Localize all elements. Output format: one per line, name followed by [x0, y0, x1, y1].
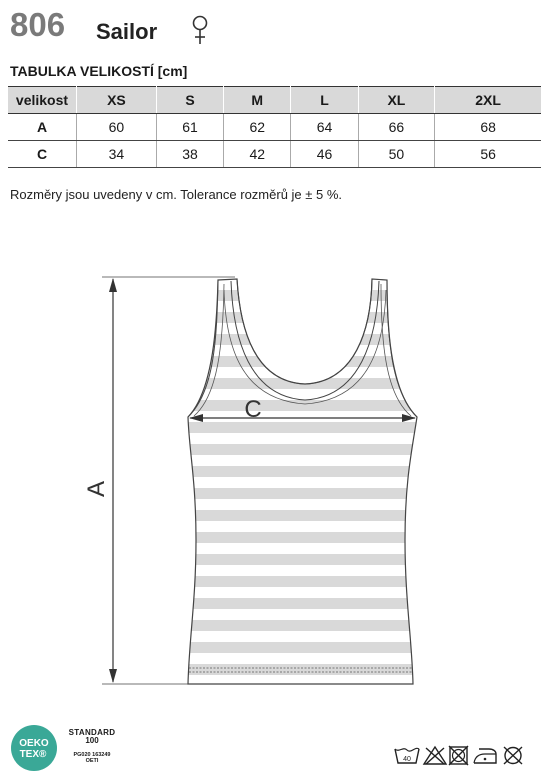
table-cell: 56 [435, 141, 541, 168]
tolerance-note: Rozměry jsou uvedeny v cm. Tolerance rozměrů je ± 5 %. [10, 187, 343, 202]
table-cell: 34 [77, 141, 157, 168]
header-size: S [156, 87, 223, 114]
table-cell: 38 [156, 141, 223, 168]
table-cell: 42 [224, 141, 291, 168]
table-cell: 46 [291, 141, 358, 168]
no-bleach-icon [424, 747, 446, 764]
size-table-title: TABULKA VELIKOSTÍ [cm] [10, 63, 188, 79]
striped-tank-top [180, 270, 430, 690]
header-size: M [224, 87, 291, 114]
standard-label: STANDARD [68, 728, 116, 737]
table-cell: 66 [358, 114, 435, 141]
product-name: Sailor [96, 19, 158, 44]
row-label: C [8, 141, 77, 168]
tex-text: TEX® [19, 749, 47, 760]
table-cell: 68 [435, 114, 541, 141]
header-size: 2XL [435, 87, 541, 114]
header-size: XS [77, 87, 157, 114]
wash-40-icon [395, 748, 419, 763]
table-cell: 62 [224, 114, 291, 141]
standard-number: 100 [85, 736, 99, 746]
care-symbols [393, 744, 529, 766]
standard-100-block [64, 729, 120, 764]
no-dry-clean-icon [504, 747, 522, 764]
label-a: A [83, 480, 110, 498]
label-c: C [244, 396, 262, 423]
iron-low-icon [474, 749, 496, 763]
header-size: L [291, 87, 358, 114]
no-tumble-dry-icon [449, 746, 468, 765]
table-cell: 50 [358, 141, 435, 168]
oeko-tex-logo [10, 724, 58, 772]
row-label: A [8, 114, 77, 141]
table-cell: 60 [77, 114, 157, 141]
certificate-number: PG020 163249 [73, 751, 111, 758]
header-size: XL [358, 87, 435, 114]
product-code: 806 [10, 6, 66, 43]
institute-name: OETI [85, 757, 99, 764]
oeko-text: OEKO [19, 738, 49, 749]
table-cell: 61 [156, 114, 223, 141]
wash-temperature: 40 [403, 756, 411, 763]
table-cell: 64 [291, 114, 358, 141]
header-size-label: velikost [8, 87, 77, 114]
